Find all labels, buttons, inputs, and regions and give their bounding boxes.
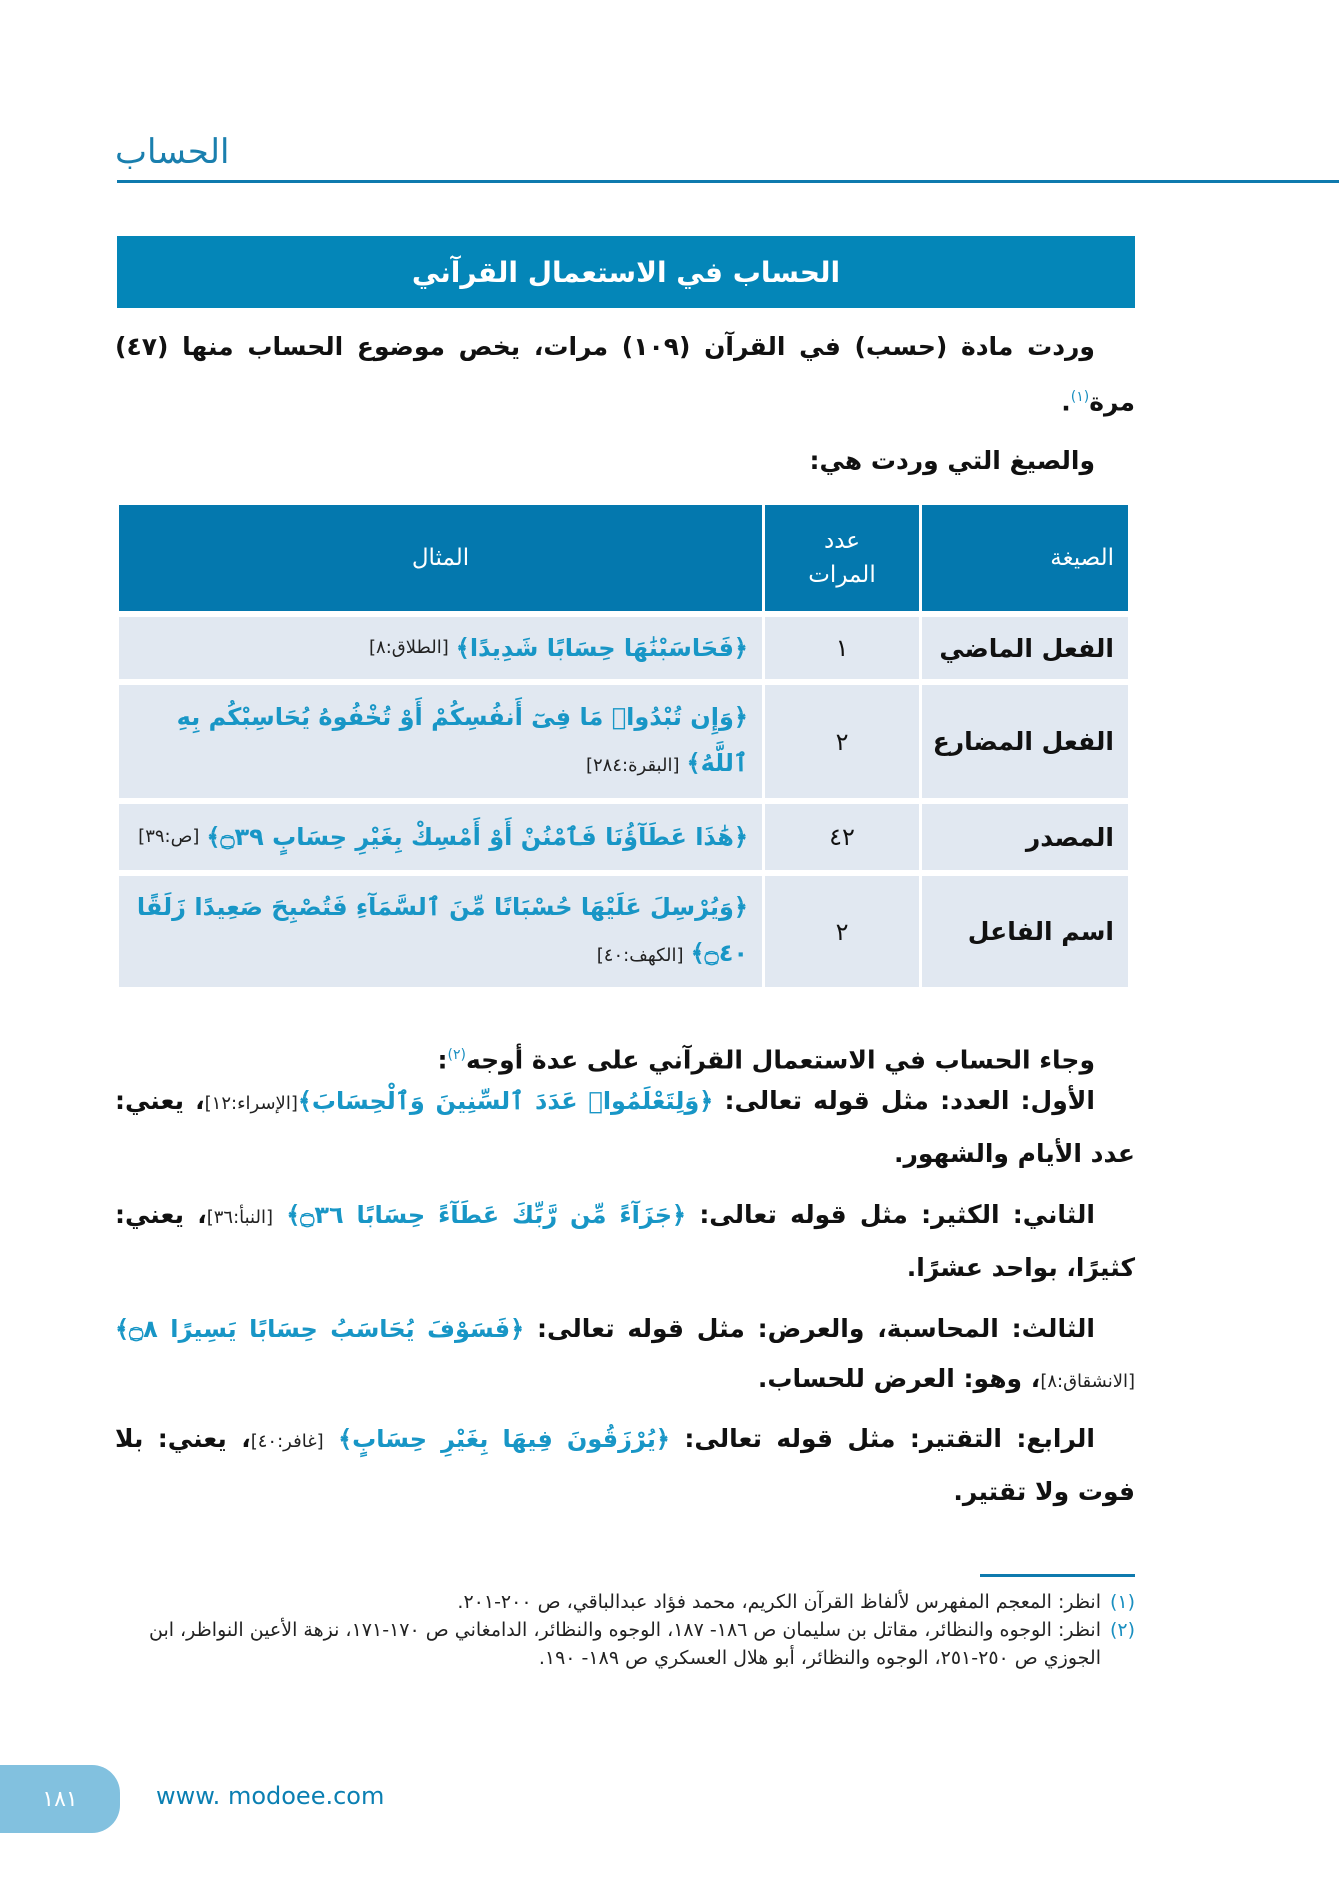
footnote-2-number: (٢) xyxy=(1109,1619,1135,1641)
row-3-count: ٤٢ xyxy=(765,804,919,870)
row-2-verse: ﴿وَإِن تُبْدُوا۟ مَا فِىٓ أَنفُسِكُمْ أَوْ تُخْفُوهُ يُحَاسِبْكُم بِهِ ٱللَّهُ﴾ xyxy=(176,703,748,777)
aspect-4-ref: [غافر:٤٠] xyxy=(250,1431,324,1452)
footnote-2-text: انظر: الوجوه والنظائر، مقاتل بن سليمان ص ١٨٦- ١٨٧، الوجوه والنظائر، الدامغاني ص ١٧٠-١٧١، نزهة الأعين النواظر، ابن الجوزي ص ٢٥٠-٢٥١، الوجوه والنظائر، أبو هلال العسكري ص ١٨٩- ١٩٠. xyxy=(148,1619,1101,1669)
header-rule xyxy=(117,180,1339,183)
row-1-form: الفعل الماضي xyxy=(922,617,1128,679)
aspect-3-tail: ، وهو: العرض للحساب. xyxy=(757,1364,1041,1393)
intro-paragraph xyxy=(115,322,1135,427)
aspects-intro-text: وجاء الحساب في الاستعمال القرآني على عدة أوجه xyxy=(465,1045,1095,1075)
header-count xyxy=(765,505,919,611)
row-4-form: اسم الفاعل xyxy=(922,876,1128,987)
aspects-intro-end: : xyxy=(437,1045,448,1075)
aspect-1-ref: [الإسراء:١٢] xyxy=(204,1093,298,1114)
aspect-4-tail: ، يعني: بلا فوت ولا تقتير. xyxy=(115,1424,1135,1506)
aspect-4-lead: مثل قوله تعالى: xyxy=(684,1424,896,1453)
forms-intro: والصيغ التي وردت هي: xyxy=(809,446,1095,475)
aspect-1 xyxy=(115,1076,1135,1179)
footnote-2 xyxy=(115,1616,1135,1672)
row-3-ref: [ص:٣٩] xyxy=(138,826,200,847)
row-4-example xyxy=(119,876,762,987)
row-3-verse: ﴿هَٰذَا عَطَآؤُنَا فَٱمْنُنْ أَوْ أَمْسِكْ بِغَيْرِ حِسَابٍ ۝٣٩﴾ xyxy=(206,823,748,851)
header-example: المثال xyxy=(119,505,762,611)
aspect-4-verse: ﴿يُرْزَقُونَ فِيهَا بِغَيْرِ حِسَابٍ﴾ xyxy=(338,1425,670,1453)
section-title: الحساب في الاستعمال القرآني xyxy=(117,236,1135,308)
row-2-form: الفعل المضارع xyxy=(922,685,1128,798)
forms-table xyxy=(119,505,1128,987)
aspect-3-ref: [الانشقاق:٨] xyxy=(1040,1371,1135,1392)
aspect-2 xyxy=(115,1190,1135,1293)
intro-text: وردت مادة (حسب) في القرآن (١٠٩) مرات، يخص موضوع الحساب منها (٤٧) مرة xyxy=(115,332,1135,417)
aspect-2-label: الثاني: الكثير: xyxy=(921,1200,1095,1229)
row-2-ref: [البقرة:٢٨٤] xyxy=(585,755,680,776)
row-4-count: ٢ xyxy=(765,876,919,987)
footnote-rule xyxy=(980,1574,1135,1577)
running-head: الحساب xyxy=(115,132,230,172)
row-2-count: ٢ xyxy=(765,685,919,798)
row-2-example xyxy=(119,685,762,798)
aspect-3 xyxy=(115,1304,1135,1407)
footnote-1-text: انظر: المعجم المفهرس لألفاظ القرآن الكريم، محمد فؤاد عبدالباقي، ص ٢٠٠-٢٠١. xyxy=(457,1591,1101,1613)
intro-end: . xyxy=(1061,387,1071,417)
aspect-3-lead: مثل قوله تعالى: xyxy=(537,1314,745,1343)
row-1-verse: ﴿فَحَاسَبْنَٰهَا حِسَابًا شَدِيدًا﴾ xyxy=(455,634,748,662)
footnotes xyxy=(115,1588,1135,1672)
row-1-count: ١ xyxy=(765,617,919,679)
row-3-form: المصدر xyxy=(922,804,1128,870)
aspect-2-lead: مثل قوله تعالى: xyxy=(699,1200,908,1229)
aspect-1-label: الأول: العدد: xyxy=(940,1086,1095,1115)
footnote-ref-2[interactable]: (٢) xyxy=(447,1047,466,1063)
footnote-1-number: (١) xyxy=(1109,1591,1135,1613)
row-1-example xyxy=(119,617,762,679)
row-4-ref: [الكهف:٤٠] xyxy=(596,945,684,966)
row-3-example xyxy=(119,804,762,870)
footnote-1 xyxy=(115,1588,1135,1616)
aspect-4 xyxy=(115,1414,1135,1517)
aspect-3-label: الثالث: المحاسبة، والعرض: xyxy=(757,1314,1095,1343)
row-1-ref: [الطلاق:٨] xyxy=(369,637,449,658)
aspect-2-ref: [النبأ:٣٦] xyxy=(206,1207,273,1228)
aspect-2-tail: ، يعني: كثيرًا، بواحد عشرًا. xyxy=(115,1200,1135,1282)
aspect-1-tail: ، يعني: عدد الأيام والشهور. xyxy=(115,1086,1135,1168)
aspect-1-verse: ﴿وَلِتَعْلَمُوا۟ عَدَدَ ٱلسِّنِينَ وَٱلْحِسَابَ﴾ xyxy=(297,1087,714,1115)
aspect-1-lead: مثل قوله تعالى: xyxy=(724,1086,929,1115)
page-number: ١٨١ xyxy=(0,1765,120,1833)
aspect-3-verse: ﴿فَسَوْفَ يُحَاسَبُ حِسَابًا يَسِيرًا ۝٨﴾ xyxy=(115,1315,525,1343)
header-count-label: عدد المرات xyxy=(808,528,876,588)
header-form: الصيغة xyxy=(922,505,1128,611)
aspect-2-verse: ﴿جَزَآءً مِّن رَّبِّكَ عَطَآءً حِسَابًا ۝٣٦﴾ xyxy=(286,1201,687,1229)
footnote-ref-1[interactable]: (١) xyxy=(1070,389,1090,405)
aspect-4-label: الرابع: التقتير: xyxy=(909,1424,1095,1453)
row-4-verse: ﴿وَيُرْسِلَ عَلَيْهَا حُسْبَانًا مِّنَ ٱلسَّمَآءِ فَتُصْبِحَ صَعِيدًا زَلَقًا ۝٤٠﴾ xyxy=(136,893,748,967)
website-link[interactable]: www. modoee.com xyxy=(156,1782,385,1810)
